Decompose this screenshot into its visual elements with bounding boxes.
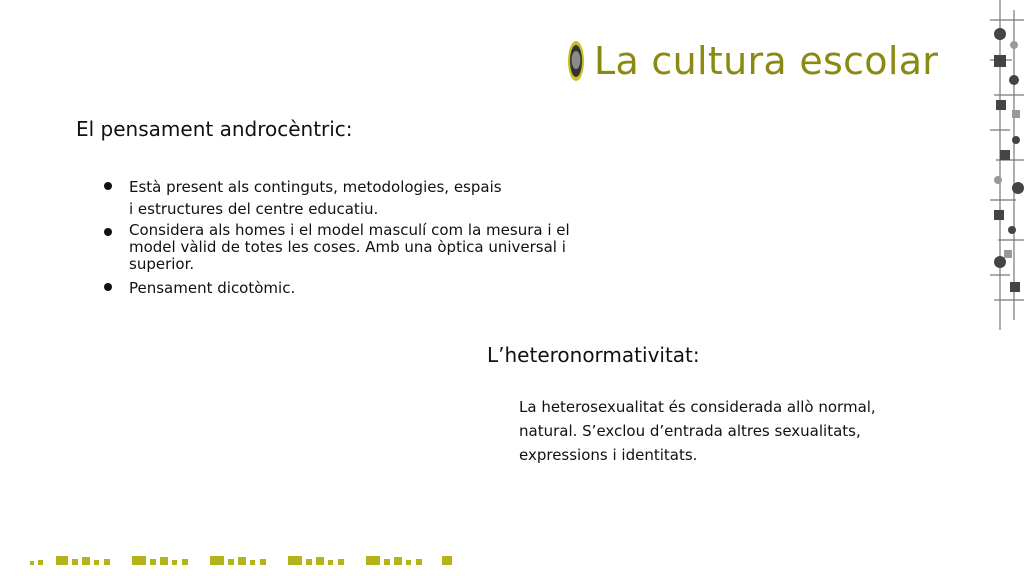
bullet-item xyxy=(104,222,604,273)
bullet-text: Pensament dicotòmic. xyxy=(129,279,296,297)
title-bar xyxy=(566,38,938,84)
section-heading-heteronormativity: L’heteronormativitat: xyxy=(487,343,700,367)
slide-title: La cultura escolar xyxy=(594,39,939,83)
bullet-text: Considera als homes i el model masculí com la mesura i el model vàlid de totes les coses. Amb una òptica universal i superior. xyxy=(129,221,570,273)
bullet-text-line2: i estructures del centre educatiu. xyxy=(129,200,379,218)
section-paragraph: La heterosexualitat és considerada allò normal, natural. S’exclou d’entrada altres sexualitats, expressions i identitats. xyxy=(519,398,876,464)
section-heading-androcentric: El pensament androcèntric: xyxy=(76,117,353,141)
bullet-text-line1: Està present als continguts, metodologies, espais xyxy=(129,178,502,196)
dotted-border-icon xyxy=(28,551,458,571)
bullet-icon xyxy=(104,283,112,291)
bullet-list xyxy=(104,176,604,299)
bullet-item xyxy=(104,277,604,299)
bullet-icon xyxy=(104,228,112,236)
title-marker-icon xyxy=(566,38,586,84)
circuit-decoration-icon xyxy=(990,0,1024,340)
bullet-icon xyxy=(104,182,112,190)
bullet-item xyxy=(104,176,604,220)
